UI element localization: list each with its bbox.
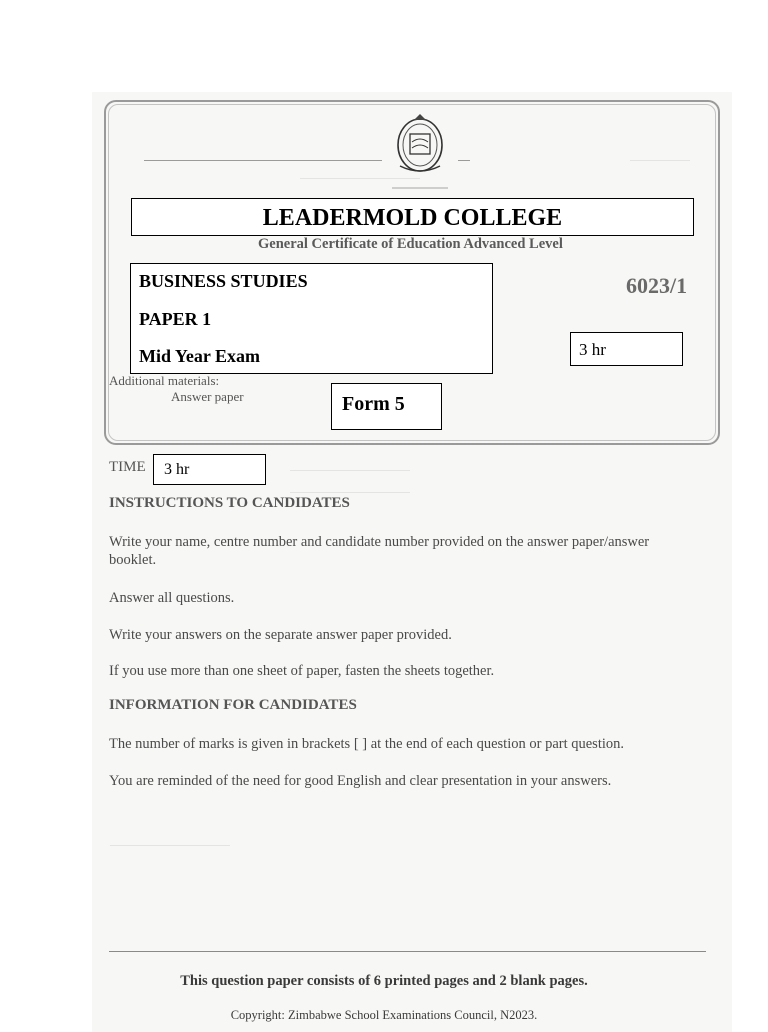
logo-rule-right [458,160,470,161]
time-box: 3 hr [153,454,266,485]
instruction-item: Answer all questions. [109,590,235,606]
paper-number: PAPER 1 [139,309,212,329]
subject-box [130,263,493,374]
exam-session: Mid Year Exam [139,346,260,366]
bleed-line [290,470,410,471]
form-level-box: Form 5 [331,383,442,430]
duration-box: 3 hr [570,332,683,366]
paper-code: 6023/1 [626,273,688,298]
instruction-item: Write your name, centre number and candidate number provided on the answer paper/answer booklet. [109,534,650,568]
instructions-heading: INSTRUCTIONS TO CANDIDATES [109,495,350,511]
instruction-item: Write your answers on the separate answer paper provided. [109,627,452,643]
time-label: TIME [109,459,146,475]
subject-title: BUSINESS STUDIES [139,271,308,291]
copyright-note: Copyright: Zimbabwe School Examinations Council, N2023. [230,1008,538,1022]
information-heading: INFORMATION FOR CANDIDATES [109,697,357,713]
bleed-line [110,845,230,846]
information-item: The number of marks is given in brackets [ ] at the end of each question or part question. [109,736,624,752]
page-count-note: This question paper consists of 6 printed pages and 2 blank pages. [180,973,588,989]
additional-materials-label: Additional materials: [109,373,220,388]
additional-materials [109,373,244,405]
instruction-item: If you use more than one sheet of paper, fasten the sheets together. [109,663,495,679]
bleed-line [290,492,410,493]
certificate-level: General Certificate of Education Advanced Level [258,236,563,252]
information-item: You are reminded of the need for good English and clear presentation in your answers. [109,773,612,789]
college-name: LEADERMOLD COLLEGE [131,198,694,236]
zimsec-crest-icon [386,112,454,192]
footer-rule [109,951,706,952]
additional-materials-item: Answer paper [171,389,244,404]
logo-rule-left [144,160,382,161]
